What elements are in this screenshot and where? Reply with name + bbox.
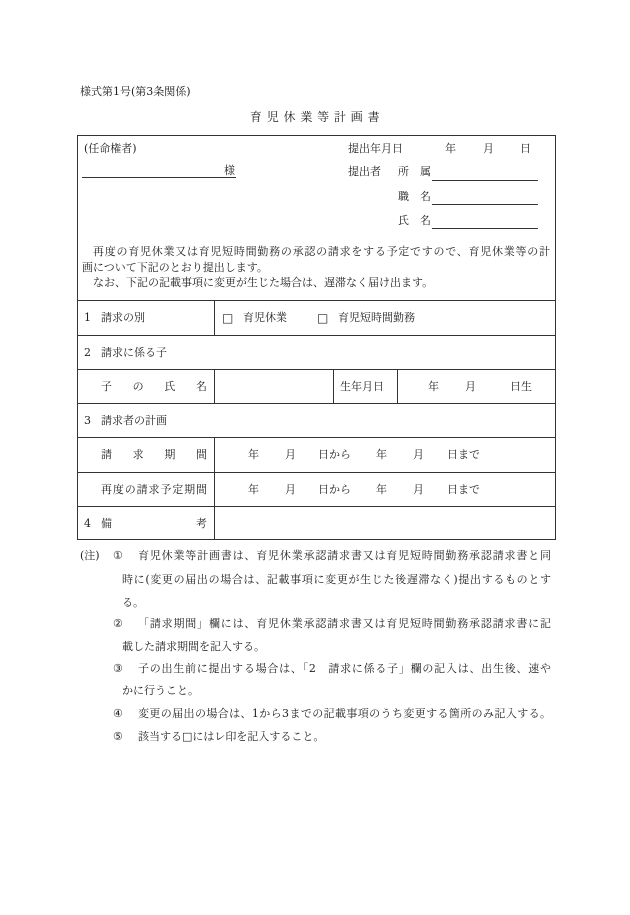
position-field[interactable] [432, 190, 538, 205]
statement-line: 画について下記のとおり提出します。 [82, 261, 268, 274]
remarks-row [78, 506, 555, 539]
submission-date-label: 提出年月日 [348, 142, 403, 155]
birth-date-field[interactable] [397, 370, 555, 403]
submission-year-unit: 年 [445, 142, 456, 155]
period-end-month-unit: 月 [413, 448, 424, 461]
period-start-day-unit: 日から [318, 448, 351, 461]
statement-line: なお、下記の記載事項に変更が生じた場合は、遅滞なく届け出ます。 [93, 276, 434, 289]
honorific-label: 様 [224, 164, 235, 177]
submission-day-unit: 日 [520, 142, 531, 155]
section-number: 3 [84, 414, 91, 427]
child-section-label: 請求に係る子 [101, 346, 167, 359]
note-marker: ① [113, 549, 123, 562]
next-request-period-row [78, 472, 555, 506]
submission-year-field[interactable] [406, 142, 443, 156]
note-marker: ④ [113, 707, 123, 720]
request-type-row [78, 300, 555, 335]
childcare-leave-checkbox[interactable]: □ [222, 311, 234, 325]
request-period-label: 請 求 期 間 [101, 448, 207, 461]
remarks-label: 備 考 [101, 517, 207, 530]
period-end-year-unit: 年 [376, 483, 387, 496]
plan-section-row [78, 403, 555, 437]
birth-year-unit: 年 [428, 380, 439, 393]
appointer-label: (任命権者) [84, 142, 137, 155]
period-start-month-unit: 月 [285, 483, 296, 496]
period-start-year-unit: 年 [248, 483, 259, 496]
name-label: 氏 名 [398, 214, 431, 227]
note-line: 子の出生前に提出する場合は、「2 請求に係る子」欄の記入は、出生後、速や [138, 662, 551, 675]
submission-day-field[interactable] [495, 142, 519, 156]
request-type-label: 請求の別 [101, 311, 145, 324]
period-end-year-unit: 年 [376, 448, 387, 461]
request-period-field[interactable] [214, 438, 555, 472]
period-end-month-unit: 月 [413, 483, 424, 496]
note-line: 変更の届出の場合は、1から3までの記載事項のうち変更する箇所のみ記入する。 [138, 707, 551, 720]
affiliation-field[interactable] [432, 166, 538, 181]
note-line: 時に(変更の届出の場合は、記載事項に変更が生じた後遅滞なく)提出するものとす [122, 573, 551, 586]
period-end-day-unit: 日まで [447, 448, 480, 461]
note-line: る。 [122, 596, 144, 609]
childcare-leave-option-label: 育児休業 [243, 311, 287, 324]
notes-label: (注) [80, 549, 100, 562]
next-request-period-label: 再度の請求予定期間 [101, 483, 207, 496]
birth-date-label: 生年月日 [340, 380, 384, 393]
remarks-field[interactable] [214, 507, 555, 539]
request-type-options [214, 301, 555, 335]
note-marker: ② [113, 617, 123, 630]
note-line: かに行うこと。 [122, 684, 199, 697]
short-working-hours-option-label: 育児短時間勤務 [338, 311, 415, 324]
birth-date-label-cell [333, 370, 397, 403]
short-working-hours-checkbox[interactable]: □ [317, 311, 329, 325]
section-number: 1 [84, 311, 91, 324]
form-number: 様式第1号(第3条関係) [80, 85, 191, 98]
birth-month-unit: 月 [465, 380, 476, 393]
note-marker: ③ [113, 662, 123, 675]
period-end-day-unit: 日まで [447, 483, 480, 496]
period-start-month-unit: 月 [285, 448, 296, 461]
child-name-label: 子 の 氏 名 [101, 380, 207, 393]
request-period-row [78, 437, 555, 472]
child-name-field[interactable] [214, 370, 333, 403]
note-line: 該当する□にはレ印を記入すること。 [138, 730, 325, 743]
child-name-row [78, 369, 555, 403]
note-line: 育児休業等計画書は、育児休業承認請求書又は育児短時間勤務承認請求書と同 [138, 549, 551, 562]
section-number: 2 [84, 346, 91, 359]
next-request-period-field[interactable] [214, 473, 555, 506]
note-marker: ⑤ [113, 730, 123, 743]
section-number: 4 [84, 517, 91, 530]
position-label: 職 名 [398, 190, 431, 203]
appointer-name-field[interactable] [82, 163, 236, 178]
statement-line: 再度の育児休業又は育児短時間勤務の承認の請求をする予定ですので、育児休業等の計 [93, 245, 550, 258]
form-box [77, 135, 556, 540]
submitter-label: 提出者 [348, 165, 381, 178]
child-section-row [78, 335, 555, 369]
submission-month-field[interactable] [457, 142, 482, 156]
plan-section-label: 請求者の計画 [101, 414, 167, 427]
name-field[interactable] [432, 214, 538, 229]
note-line: 載した請求期間を記入する。 [122, 640, 265, 653]
affiliation-label: 所 属 [398, 165, 431, 178]
submission-month-unit: 月 [483, 142, 494, 155]
period-start-year-unit: 年 [248, 448, 259, 461]
birth-day-unit: 日生 [510, 380, 532, 393]
period-start-day-unit: 日から [318, 483, 351, 496]
note-line: 「請求期間」欄には、育児休業承認請求書又は育児短時間勤務承認請求書に記 [138, 617, 551, 630]
form-title: 育 児 休 業 等 計 画 書 [249, 110, 381, 124]
